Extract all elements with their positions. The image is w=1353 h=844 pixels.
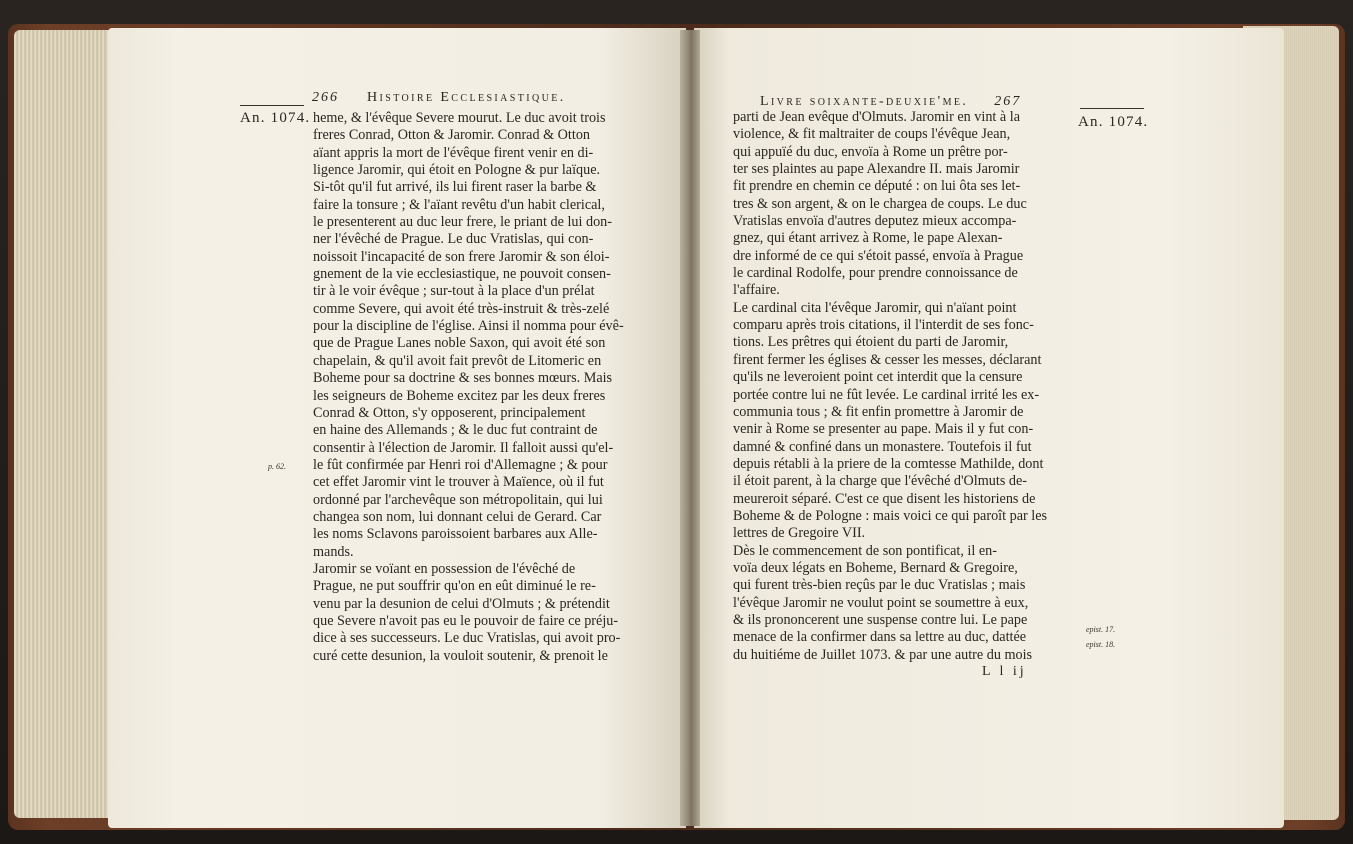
text-line: dice à ses successeurs. Le duc Vratislas, qui avoit pro- (313, 630, 621, 647)
text-line: Dès le commencement de son pontificat, il en- (733, 542, 997, 559)
text-line: qui appuïé du duc, envoïa à Rome un prêtre por- (733, 143, 1008, 160)
left-page-text (313, 110, 655, 665)
text-line: le fût confirmée par Henri roi d'Allemagne ; & pour (313, 456, 608, 473)
text-line: le presenterent au duc leur frere, le priant de lui don- (313, 214, 612, 231)
left-margin-note: p. 62. (268, 462, 286, 471)
text-line: en haine des Allemands ; & le duc fut contraint de (313, 422, 598, 439)
text-line: dre informé de ce qui s'étoit passé, envoïa à Prague (733, 247, 1024, 264)
text-line: & ils prononcerent une suspense contre lui. Le pape (733, 611, 1028, 628)
text-line: qui furent très-bien reçûs par le duc Vratislas ; mais (733, 577, 1026, 594)
text-line: Le cardinal cita l'évêque Jaromir, qui n'aïant point (733, 299, 1017, 316)
text-line: tions. Les prêtres qui étoient du parti de Jaromir, (733, 334, 1009, 351)
text-line: ordonné par l'archevêque son métropolitain, qui lui (313, 491, 603, 508)
text-line: l'affaire. (733, 282, 780, 299)
left-page-number: 266 (312, 90, 339, 105)
text-line: que Severe n'avoit pas eu le pouvoir de faire ce préju- (313, 612, 619, 629)
left-year-margin: An. 1074. (240, 110, 311, 126)
right-running-title: Livre soixante-deuxie'me. (760, 94, 969, 109)
left-running-title: Histoire Ecclesiastique. (367, 90, 566, 105)
book-gutter (680, 30, 700, 826)
right-margin-note-2: epist. 18. (1086, 640, 1116, 649)
right-year-margin: An. 1074. (1078, 114, 1149, 130)
text-line: voïa deux légats en Boheme, Bernard & Gregoire, (733, 559, 1018, 576)
right-page-text (733, 109, 1073, 664)
text-line: damné & confiné dans un monastere. Toutefois il fut (733, 438, 1032, 455)
text-line: il étoit parent, à la charge que l'évêché d'Olmuts de- (733, 473, 1028, 490)
text-line: portée contre lui ne fût levée. Le cardinal irrité les ex- (733, 386, 1040, 403)
left-header-rule (240, 105, 304, 106)
text-line: heme, & l'évêque Severe mourut. Le duc avoit trois (313, 110, 606, 126)
text-line: du huitiéme de Juillet 1073. & par une autre du mois (733, 646, 1033, 663)
text-line: noissoit l'incapacité de son frere Jaromir & son éloi- (313, 248, 610, 265)
left-running-head (312, 88, 566, 106)
text-line: aïant appris la mort de l'évêque firent venir en di- (313, 144, 594, 161)
text-line: lettres de Gregoire VII. (733, 525, 866, 542)
text-line: chapelain, & qu'il avoit fait prevôt de Litomeric en (313, 352, 602, 369)
text-line: Vratislas envoïa d'autres deputez mieux accompa- (733, 213, 1017, 230)
text-line: gnez, qui étant arrivez à Rome, le pape Alexan- (733, 230, 1003, 247)
text-line: firent fermer les églises & cesser les messes, déclarant (733, 351, 1042, 368)
signature-mark: L l ij (982, 664, 1027, 679)
text-line: communia tous ; & fit enfin promettre à Jaromir de (733, 403, 1024, 420)
text-line: faire la tonsure ; & l'aïant revêtu d'un habit clerical, (313, 196, 605, 213)
text-line: que de Prague Lanes noble Saxon, qui avoit été son (313, 335, 606, 352)
text-line: Si-tôt qu'il fut arrivé, ils lui firent raser la barbe & (313, 179, 597, 196)
right-page-number: 267 (994, 94, 1022, 109)
text-line: pour la discipline de l'église. Ainsi il nomma pour évê- (313, 318, 624, 335)
text-line: venir à Rome se presenter au pape. Mais il y fut con- (733, 421, 1034, 438)
text-line: gnement de la vie ecclesiastique, ne pouvoit consen- (313, 266, 611, 283)
text-line: le cardinal Rodolfe, pour prendre connoissance de (733, 265, 1018, 282)
text-line: ner l'évêché de Prague. Le duc Vratislas, qui con- (313, 231, 594, 248)
text-line: venu par la desunion de celui d'Olmuts ; & prétendit (313, 595, 610, 612)
text-line: consentir à l'élection de Jaromir. Il falloit aussi qu'el- (313, 439, 614, 456)
text-line: meureroit séparé. C'est ce que disent les historiens de (733, 490, 1036, 507)
text-line: comme Severe, qui avoit été très-instruit & très-zelé (313, 300, 610, 317)
right-running-head (760, 92, 1021, 110)
text-line: Boheme & de Pologne : mais voici ce qui paroît par les (733, 507, 1048, 524)
text-line: Boheme pour sa doctrine & ses bonnes mœurs. Mais (313, 370, 613, 387)
text-line: mands. (313, 543, 354, 560)
text-line: violence, & fit maltraiter de coups l'évêque Jean, (733, 126, 1011, 143)
right-header-rule (1080, 108, 1144, 109)
text-line: tres & son argent, & on le chargea de coups. Le duc (733, 195, 1027, 212)
text-line: comparu après trois citations, il l'interdit de ses fonc- (733, 317, 1034, 334)
text-line: menace de la confirmer dans sa lettre au duc, dattée (733, 629, 1027, 646)
text-line: qu'ils ne leveroient point cet interdit que la censure (733, 369, 1023, 386)
text-line: l'évêque Jaromir ne voulut point se soumettre à eux, (733, 594, 1029, 611)
text-line: Jaromir se voïant en possession de l'évêché de (313, 560, 576, 577)
text-line: les seigneurs de Boheme excitez par les deux freres (313, 387, 606, 404)
text-line: tir à le voir évêque ; sur-tout à la place d'un prélat (313, 283, 595, 300)
text-line: parti de Jean evêque d'Olmuts. Jaromir en vint à la (733, 109, 1021, 125)
text-line: curé cette desunion, la vouloit soutenir, & prenoit le (313, 647, 608, 664)
text-line: ligence Jaromir, qui étoit en Pologne & pur laïque. (313, 162, 601, 179)
text-line: cet effet Jaromir vint le trouver à Maïence, où il fut (313, 474, 604, 491)
text-line: Prague, ne put souffrir qu'on en eût diminué le re- (313, 578, 596, 595)
text-line: les noms Sclavons paroissoient barbares aux Alle- (313, 526, 598, 543)
text-line: fit prendre en chemin ce député : on lui ôta ses let- (733, 178, 1021, 195)
text-line: changea son nom, lui donnant celui de Gerard. Car (313, 508, 602, 525)
right-margin-note-1: epist. 17. (1086, 625, 1116, 634)
text-line: ter ses plaintes au pape Alexandre II. mais Jaromir (733, 161, 1020, 178)
text-line: Conrad & Otton, s'y opposerent, principalement (313, 404, 586, 421)
text-line: freres Conrad, Otton & Jaromir. Conrad & Otton (313, 127, 591, 144)
text-line: depuis rétabli à la priere de la comtesse Mathilde, dont (733, 455, 1044, 472)
